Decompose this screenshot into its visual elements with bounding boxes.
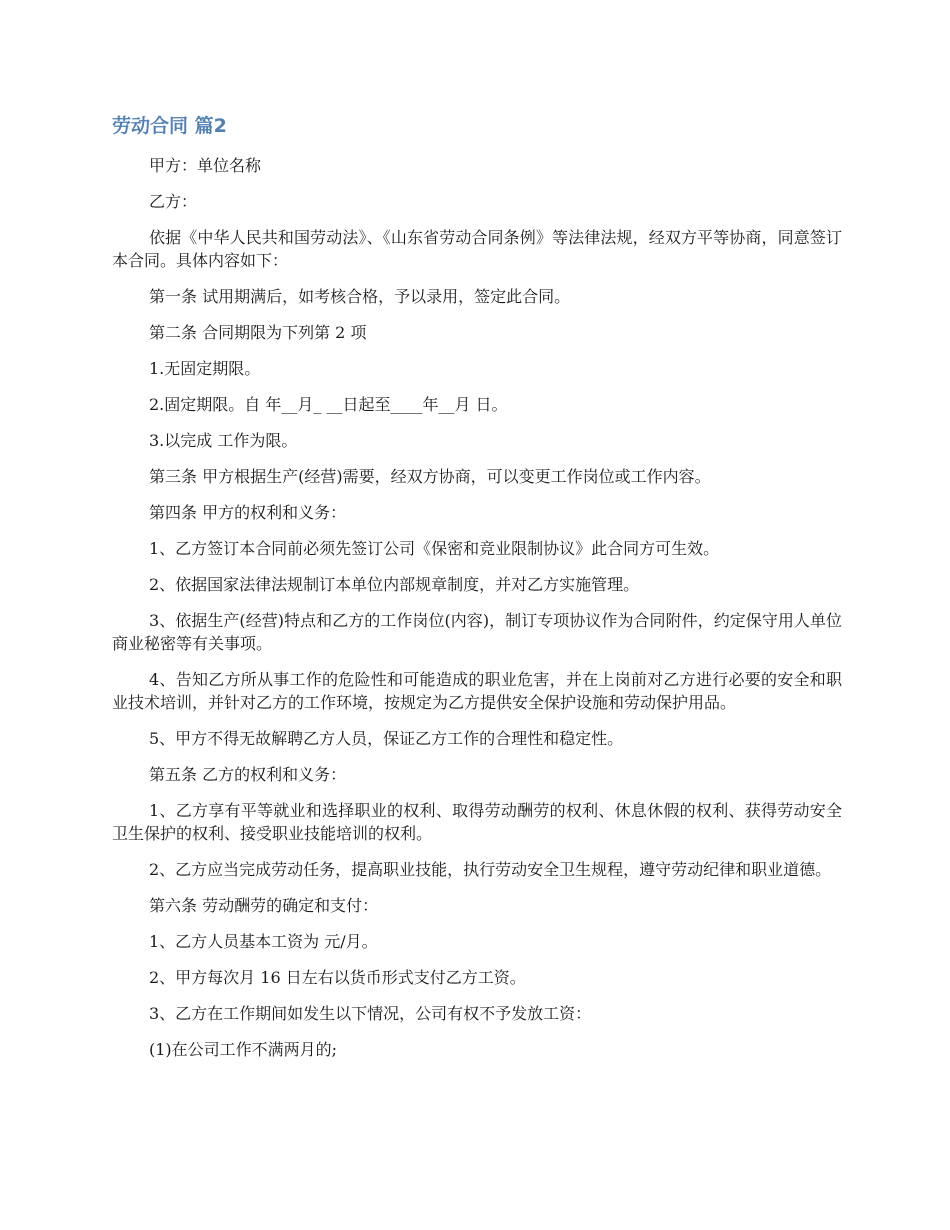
party-a-line: 甲方：单位名称 [149, 156, 262, 175]
article-1: 第一条 试用期满后，如考核合格，予以录用，签定此合同。 [149, 287, 571, 306]
article-4-item-1: 1、乙方签订本合同前必须先签订公司《保密和竞业限制协议》此合同方可生效。 [149, 539, 720, 558]
article-6-subitem-1: (1)在公司工作不满两月的; [149, 1040, 338, 1059]
document-body [112, 112, 842, 1074]
article-2-item-1: 1.无固定期限。 [149, 359, 261, 378]
article-5-item-1: 1、乙方享有平等就业和选择职业的权利、取得劳动酬劳的权利、休息休假的权利、获得劳动安全卫生保护的权利、接受职业技能培训的权利。 [112, 801, 842, 843]
article-6: 第六条 劳动酬劳的确定和支付： [149, 896, 379, 915]
article-3: 第三条 甲方根据生产(经营)需要，经双方协商，可以变更工作岗位或工作内容。 [149, 467, 711, 486]
article-4-item-5: 5、甲方不得无故解聘乙方人员，保证乙方工作的合理性和稳定性。 [149, 729, 624, 748]
document-title: 劳动合同 篇2 [112, 115, 227, 137]
article-4-item-2: 2、依据国家法律法规制订本单位内部规章制度，并对乙方实施管理。 [149, 575, 640, 594]
article-2-item-3: 3.以完成 工作为限。 [149, 431, 298, 450]
article-2-item-2: 2.固定期限。自 年__月_ __日起至____年__月 日。 [149, 395, 508, 414]
preamble-paragraph: 依据《中华人民共和国劳动法》、《山东省劳动合同条例》等法律法规，经双方平等协商，同意签订本合同。具体内容如下： [112, 228, 842, 270]
article-4: 第四条 甲方的权利和义务： [149, 503, 347, 522]
article-4-item-3: 3、依据生产(经营)特点和乙方的工作岗位(内容)，制订专项协议作为合同附件，约定保守用人单位商业秘密等有关事项。 [112, 611, 842, 653]
party-b-line: 乙方： [149, 192, 198, 211]
article-6-item-2: 2、甲方每次月 16 日左右以货币形式支付乙方工资。 [149, 968, 526, 987]
article-6-item-3: 3、乙方在工作期间如发生以下情况，公司有权不予发放工资： [149, 1004, 592, 1023]
article-2: 第二条 合同期限为下列第 2 项 [149, 323, 367, 342]
article-4-item-4: 4、告知乙方所从事工作的危险性和可能造成的职业危害，并在上岗前对乙方进行必要的安全和职业技术培训，并针对乙方的工作环境，按规定为乙方提供安全保护设施和劳动保护用品。 [112, 670, 842, 712]
article-5: 第五条 乙方的权利和义务： [149, 765, 347, 784]
article-5-item-2: 2、乙方应当完成劳动任务，提高职业技能，执行劳动安全卫生规程，遵守劳动纪律和职业道德。 [149, 860, 832, 879]
article-6-item-1: 1、乙方人员基本工资为 元/月。 [149, 932, 378, 951]
